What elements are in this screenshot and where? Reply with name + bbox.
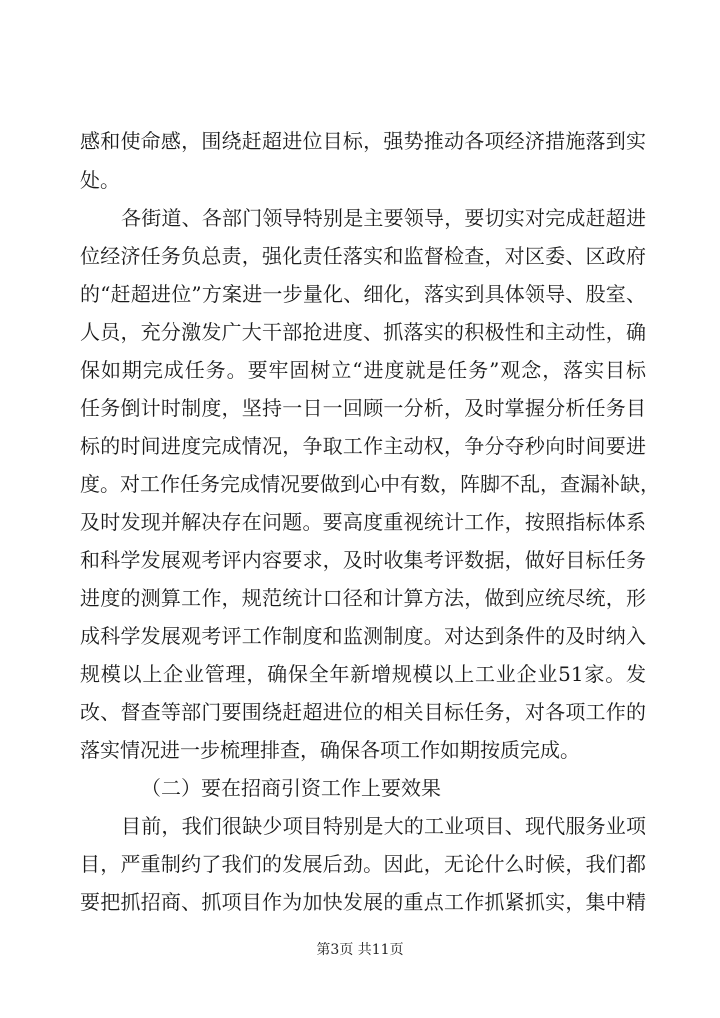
text-line: 各街道、各部门领导特别是主要领导，要切实对完成赶超进 <box>121 206 646 230</box>
text-line: 目，严重制约了我们的发展后劲。因此，无论什么时候，我们都 <box>80 852 646 876</box>
text-line: 位经济任务负总责，强化责任落实和监督检查，对区委、区政府 <box>80 244 646 268</box>
text-line: 要把抓招商、抓项目作为加快发展的重点工作抓紧抓实，集中精 <box>80 890 646 914</box>
text-line: 感和使命感，围绕赶超进位目标，强势推动各项经济措施落到实 <box>80 129 646 153</box>
text-line: 成科学发展观考评工作制度和监测制度。对达到条件的及时纳入 <box>80 624 646 648</box>
section-heading: （二）要在招商引资工作上要效果 <box>141 776 441 800</box>
text-line: 标的时间进度完成情况，争取工作主动权，争分夺秒向时间要进 <box>80 434 646 458</box>
text-line: 改、督查等部门要围绕赶超进位的相关目标任务，对各项工作的 <box>80 700 646 724</box>
text-line: 任务倒计时制度，坚持一日一回顾一分析，及时掌握分析任务目 <box>80 396 646 420</box>
text-line: 及时发现并解决存在问题。要高度重视统计工作，按照指标体系 <box>80 510 646 534</box>
text-line: 进度的测算工作，规范统计口径和计算方法，做到应统尽统，形 <box>80 586 646 610</box>
text-line: 的“赶超进位”方案进一步量化、细化，落实到具体领导、股室、 <box>80 282 646 306</box>
text-line: 人员，充分激发广大干部抢进度、抓落实的积极性和主动性，确 <box>80 320 646 344</box>
text-line: 处。 <box>80 168 120 192</box>
text-line: 落实情况进一步梳理排查，确保各项工作如期按质完成。 <box>80 738 580 762</box>
text-line: 目前，我们很缺少项目特别是大的工业项目、现代服务业项 <box>121 814 646 838</box>
page-number-footer: 第3页 共11页 <box>316 942 404 958</box>
text-line: 规模以上企业管理，确保全年新增规模以上工业企业51家。发 <box>80 662 646 686</box>
text-line: 度。对工作任务完成情况要做到心中有数，阵脚不乱，查漏补缺， <box>80 472 660 496</box>
text-line: 保如期完成任务。要牢固树立“进度就是任务”观念，落实目标 <box>80 358 646 382</box>
text-line: 和科学发展观考评内容要求，及时收集考评数据，做好目标任务 <box>80 548 646 572</box>
